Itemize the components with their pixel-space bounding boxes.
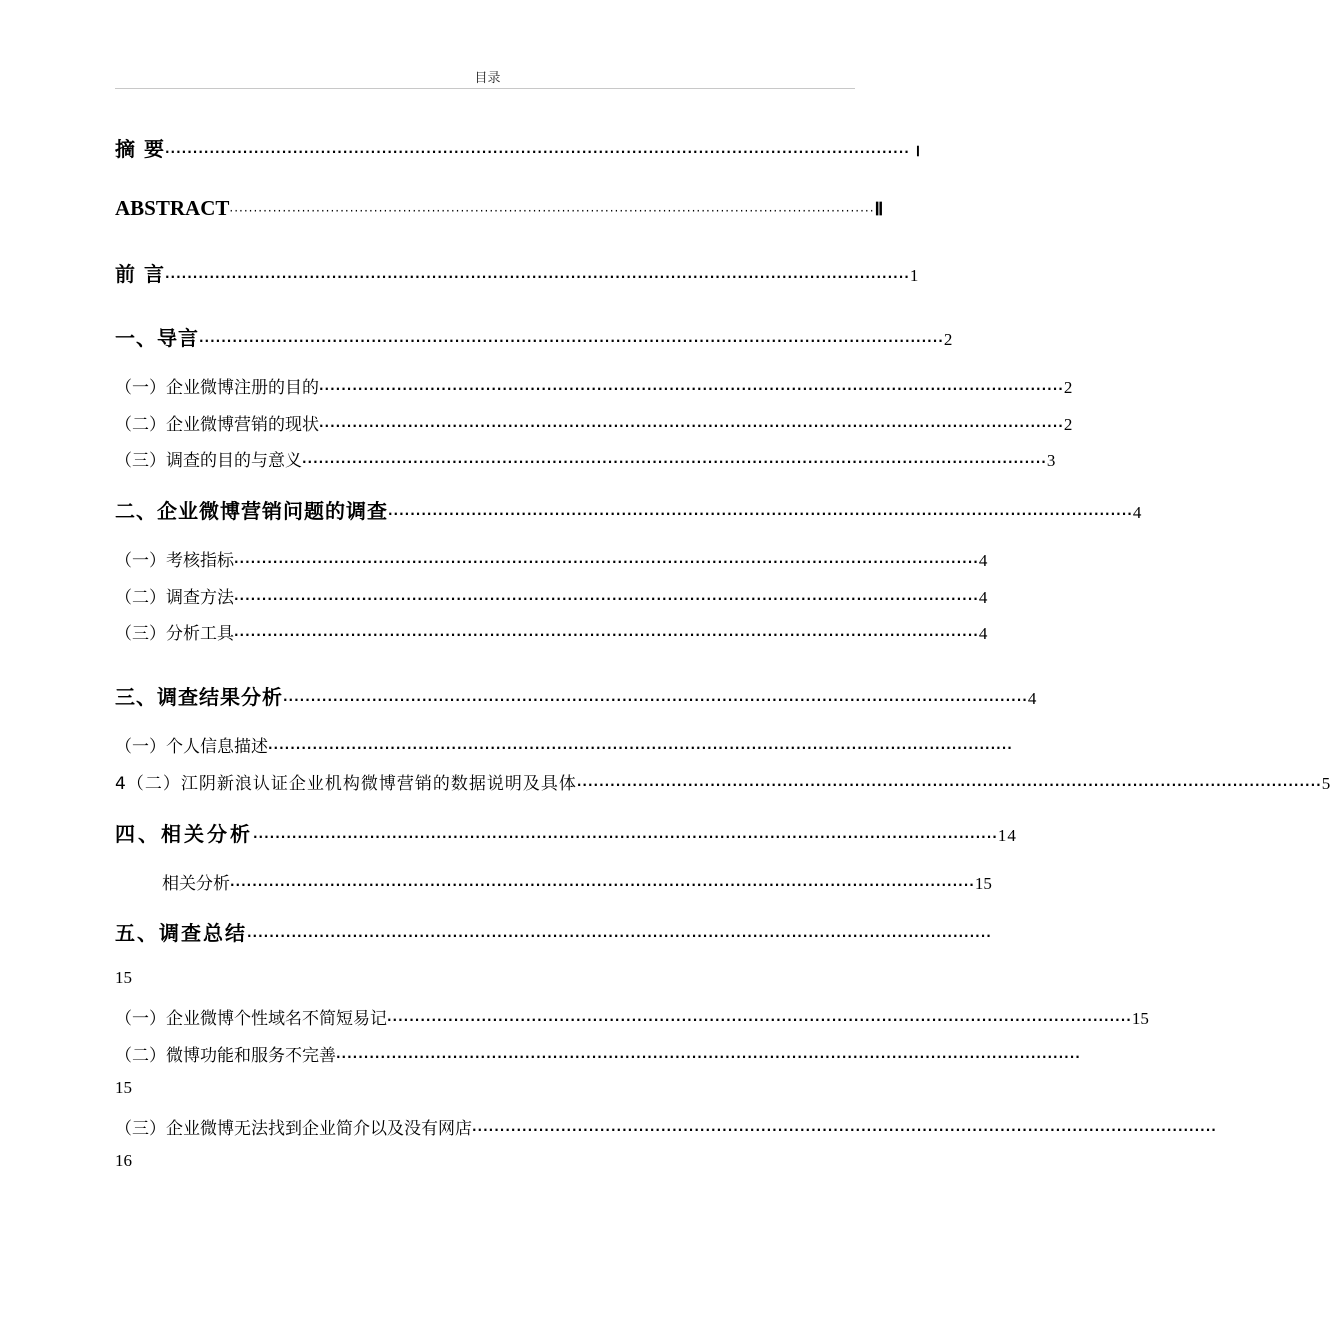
toc-leader: ······································································································································ [336, 1050, 1081, 1064]
toc-leader: ······································································································································ [199, 334, 944, 348]
toc-entry-ch4-1[interactable] [162, 869, 992, 894]
toc-entry-ch5-3[interactable] [115, 1114, 1217, 1139]
toc-entry-ch5-1[interactable] [115, 1004, 1149, 1029]
toc-label: （一）企业微博注册的目的 [115, 378, 319, 398]
toc-entry-ch3-2[interactable] [115, 769, 1330, 794]
toc-label: （二）调查方法 [115, 588, 234, 608]
toc-leader: ······································································································································ [164, 270, 910, 284]
toc-entry-ch1-1[interactable] [115, 373, 1073, 398]
toc-page-number: 4 [1132, 503, 1143, 522]
toc-leader: ······································································································································ [234, 555, 979, 569]
toc-entry-ch2-1[interactable] [115, 546, 988, 571]
toc-label: （二）企业微博营销的现状 [115, 415, 319, 435]
toc-entry-ch1-3[interactable] [115, 446, 1056, 471]
toc-page-number: 4 [978, 588, 988, 607]
header-divider [115, 88, 855, 89]
toc-entry-ch4[interactable] [115, 818, 1017, 847]
toc-page-number: Ⅱ [874, 199, 884, 219]
toc-label: ABSTRACT [115, 196, 230, 220]
toc-label: （二）微博功能和服务不完善 [115, 1046, 336, 1066]
toc-leader: ······································································································································ [268, 741, 1013, 755]
toc-entry-abstract-cn[interactable] [115, 133, 921, 162]
toc-page-number: 2 [1063, 415, 1073, 434]
toc-label: 五、调查总结 [115, 921, 247, 945]
toc-entry-preface[interactable] [115, 258, 920, 287]
toc-leader: ······································································································································ [388, 507, 1133, 521]
page-header-title: 目录 [474, 71, 501, 86]
toc-page-number: 4 [1027, 689, 1038, 708]
toc-label: （三）企业微博无法找到企业简介以及没有网店 [115, 1119, 472, 1139]
toc-wrapped-page-number: 16 [115, 1151, 132, 1170]
toc-page-number: 15 [974, 874, 992, 893]
toc-label: （一）企业微博个性域名不简短易记 [115, 1009, 387, 1029]
toc-entry-ch3[interactable] [115, 681, 1038, 710]
toc-leader: ······································································································································ [283, 693, 1028, 707]
toc-entry-ch5[interactable] [115, 917, 992, 946]
toc-label: 相关分析 [162, 874, 230, 894]
toc-leader: ······································································································································ [230, 878, 975, 892]
toc-page-number: Ⅰ [915, 145, 921, 160]
toc-leader: ······································································································································ [234, 592, 979, 606]
toc-leader: ······································································································································ [253, 830, 998, 844]
toc-wrapped-page-number: 15 [115, 968, 132, 987]
toc-entry-ch5-2[interactable] [115, 1041, 1081, 1066]
toc-entry-abstract-en[interactable] [115, 196, 884, 221]
toc-leader: ······································································································································ [472, 1123, 1217, 1137]
toc-label: （一）考核指标 [115, 551, 234, 571]
toc-label: 四、相关分析 [115, 822, 253, 846]
toc-leader: ······································································································································ [229, 204, 875, 218]
toc-page-number: 3 [1046, 451, 1056, 470]
toc-page-number: 1 [909, 266, 920, 285]
toc-page-number: 2 [1063, 378, 1073, 397]
toc-label: 三、调查结果分析 [115, 685, 283, 709]
toc-label: （三）调查的目的与意义 [115, 451, 302, 471]
toc-page-number: 14 [997, 826, 1017, 845]
toc-label: 4（二）江阴新浪认证企业机构微博营销的数据说明及具体 [115, 774, 577, 794]
toc-leader: ······································································································································ [234, 628, 979, 642]
toc-leader: ······································································································································ [302, 455, 1047, 469]
toc-leader: ······································································································································ [387, 1013, 1132, 1027]
toc-leader: ······································································································································ [319, 382, 1064, 396]
toc-entry-ch3-1[interactable] [115, 732, 1013, 757]
toc-leader: ······································································································································ [247, 929, 992, 943]
toc-entry-ch1[interactable] [115, 322, 954, 351]
toc-label: 摘 要 [115, 137, 165, 161]
toc-page-number: 4 [978, 624, 988, 643]
toc-page-number: 4 [978, 551, 988, 570]
toc-wrapped-page-number: 15 [115, 1078, 132, 1097]
toc-label: （一）个人信息描述 [115, 737, 268, 757]
toc-label: （三）分析工具 [115, 624, 234, 644]
toc-label: 二、企业微博营销问题的调查 [115, 499, 388, 523]
toc-page-number: 5 [1321, 774, 1330, 793]
toc-label: 前 言 [115, 262, 165, 286]
toc-leader: ······································································································································ [164, 145, 910, 159]
toc-leader: ······································································································································ [576, 778, 1322, 792]
toc-entry-ch1-2[interactable] [115, 410, 1073, 435]
toc-page-number: 15 [1131, 1009, 1149, 1028]
toc-entry-ch2-3[interactable] [115, 619, 988, 644]
toc-page-number: 2 [943, 330, 954, 349]
toc-leader: ······································································································································ [319, 419, 1064, 433]
toc-label: 一、导言 [115, 326, 199, 350]
toc-entry-ch2[interactable] [115, 495, 1143, 524]
toc-entry-ch2-2[interactable] [115, 583, 988, 608]
